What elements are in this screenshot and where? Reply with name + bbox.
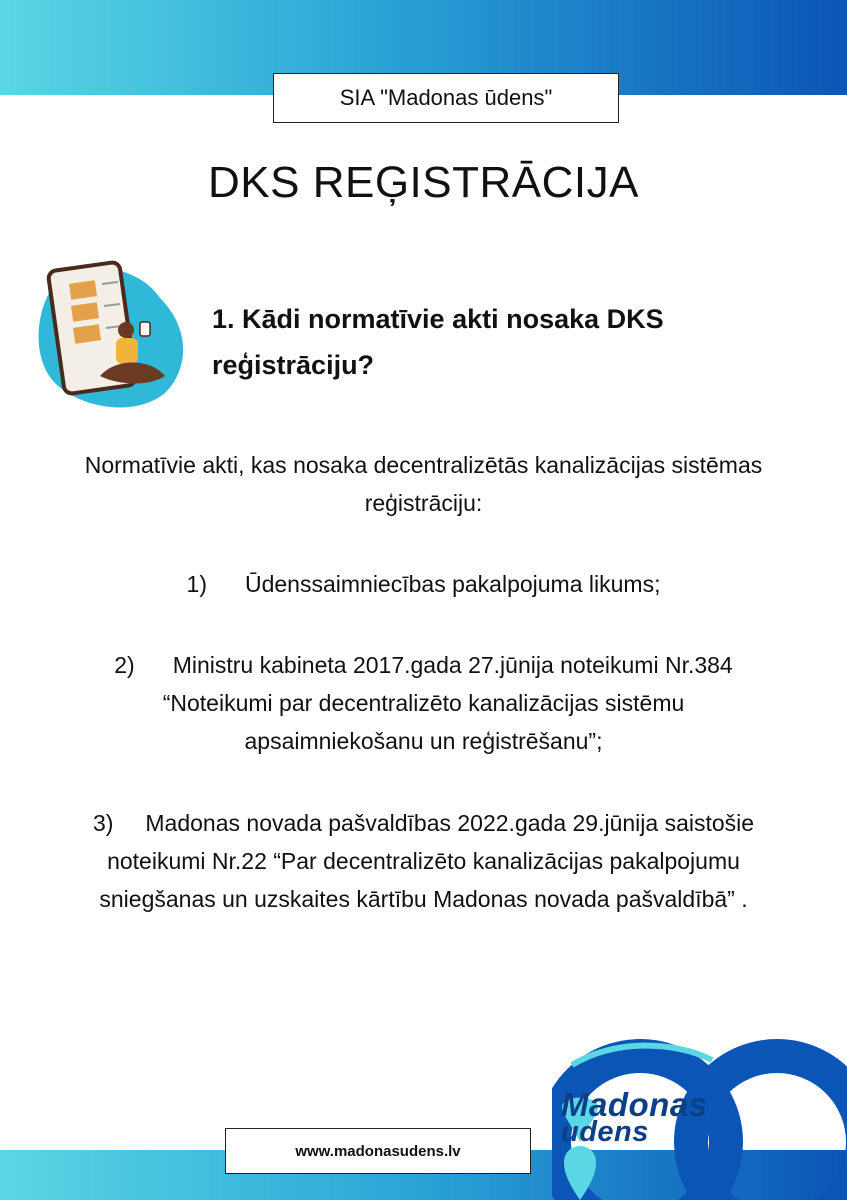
logo-text: Madonas (561, 1086, 708, 1123)
list-item (0, 804, 847, 918)
company-name-box (273, 73, 619, 123)
list-item-text: “Noteikumi par decentralizēto kanalizācijas sistēmu (162, 690, 685, 716)
intro-line-1: Normatīvie akti, kas nosaka decentralizētās kanalizācijas sistēmas (84, 452, 763, 478)
list-item (0, 646, 847, 760)
intro-line-2: reģistrāciju: (364, 490, 483, 516)
website-link-box[interactable] (225, 1128, 531, 1174)
list-item-text: Ūdenssaimniecības pakalpojuma likums; (244, 571, 661, 597)
list-item (0, 565, 847, 603)
company-name: SIA "Madonas ūdens" (339, 85, 553, 110)
list-item-text: sniegšanas un uzskaites kārtību Madonas novada pašvaldībā” . (99, 886, 748, 912)
list-item-number: 2) (114, 652, 135, 678)
page-title: DKS REĢISTRĀCIJA (208, 158, 639, 207)
website-link[interactable]: www.madonasudens.lv (295, 1142, 461, 1160)
phone-illustration-icon (30, 258, 190, 413)
list-item-text: apsaimniekošanu un reģistrēšanu”; (244, 728, 603, 754)
list-item-number: 3) (92, 810, 114, 836)
question-heading (212, 296, 812, 388)
list-item-number: 1) (186, 571, 207, 597)
question-line-2: reģistrāciju? (212, 350, 375, 380)
logo-text: udens (561, 1116, 649, 1148)
intro-paragraph (0, 446, 847, 522)
list-item-text: Madonas novada pašvaldības 2022.gada 29.jūnija saistošie (145, 810, 755, 836)
question-line-1: 1. Kādi normatīvie akti nosaka DKS (212, 304, 664, 334)
list-item-text: noteikumi Nr.22 “Par decentralizēto kanalizācijas pakalpojumu (107, 848, 740, 874)
list-item-text: Ministru kabineta 2017.gada 27.jūnija noteikumi Nr.384 (172, 652, 733, 678)
madonas-udens-logo (552, 1030, 847, 1200)
